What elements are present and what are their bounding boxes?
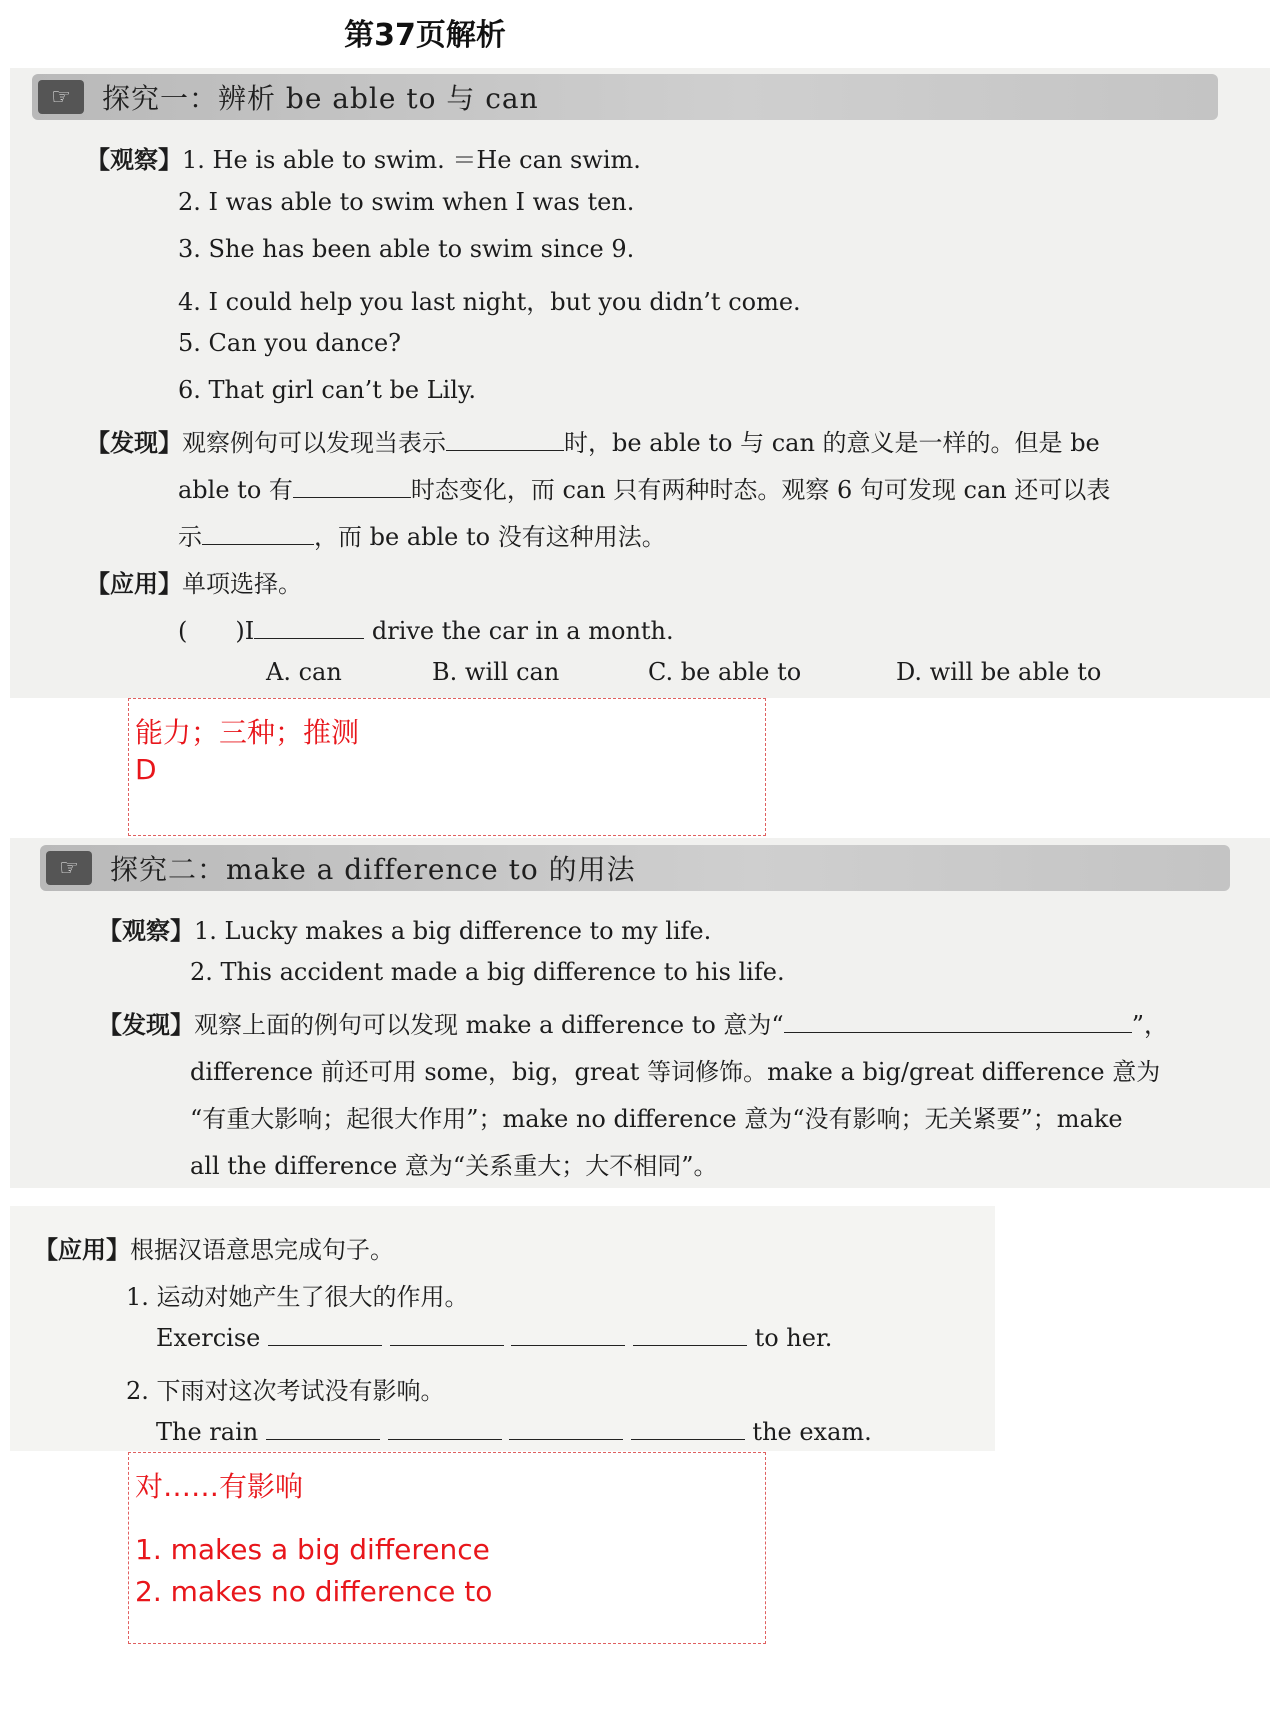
blank (254, 637, 364, 639)
blank (509, 1438, 623, 1440)
question-2-cn: 2. 下雨对这次考试没有影响。 (126, 1377, 445, 1405)
observe-tag: 【观察】 (98, 916, 194, 945)
blank (266, 1438, 380, 1440)
blank (511, 1344, 625, 1346)
observe-line-2: 2. This accident made a big difference to his life. (190, 958, 785, 986)
find-line-2: able to 有 时态变化，而 can 只有两种时态。观察 6 句可发现 can 还可以表 (178, 476, 1111, 504)
section-header-2 (40, 845, 1230, 891)
answer-line-1: 能力；三种；推测 (135, 716, 360, 749)
find-line-4: all the difference 意为“关系重大；大不相同”。 (190, 1152, 718, 1180)
option-d: D. will be able to (896, 658, 1102, 686)
answer-line-2: D (135, 753, 157, 786)
hand-pointing-icon: ☞ (46, 851, 92, 885)
question-1-en: Exercise to her. (156, 1324, 833, 1352)
page-title: 第37页解析 (344, 18, 506, 53)
find-line-3: 示 ，而 be able to 没有这种用法。 (178, 523, 666, 551)
blank (293, 496, 411, 498)
section-title: 探究二：make a difference to 的用法 (110, 853, 636, 886)
find-line-1: 【发现】观察上面的例句可以发现 make a difference to 意为“ ”， (98, 1010, 1168, 1039)
blank (784, 1031, 1132, 1033)
answer-line-2: 1. makes a big difference (135, 1533, 490, 1566)
blank (446, 449, 564, 451)
section-title: 探究一：辨析 be able to 与 can (102, 82, 539, 115)
section-header-1 (32, 74, 1218, 120)
answer-box-1 (128, 698, 766, 836)
question-1-cn: 1. 运动对她产生了很大的作用。 (126, 1283, 469, 1311)
find-tag: 【发现】 (98, 1010, 194, 1039)
observe-line-4: 4. I could help you last night，but you didn’t come. (178, 288, 801, 316)
observe-line-5: 5. Can you dance? (178, 329, 402, 357)
blank (631, 1438, 745, 1440)
blank (388, 1438, 502, 1440)
apply-line: 【应用】单项选择。 (86, 569, 302, 598)
answer-line-1: 对……有影响 (135, 1470, 304, 1503)
observe-line-6: 6. That girl can’t be Lily. (178, 376, 476, 404)
observe-line-1: 【观察】1. Lucky makes a big difference to my life. (98, 916, 712, 945)
find-line-1: 【发现】观察例句可以发现当表示 时，be able to 与 can 的意义是一样的。但是 be (86, 428, 1100, 457)
option-a: A. can (266, 658, 342, 686)
apply-tag: 【应用】 (86, 569, 182, 598)
observe-line-1: 【观察】1. He is able to swim. ＝He can swim. (86, 145, 641, 174)
observe-tag: 【观察】 (86, 145, 182, 174)
option-c: C. be able to (648, 658, 802, 686)
apply-tag: 【应用】 (34, 1235, 130, 1264)
blank (268, 1344, 382, 1346)
question-2-en: The rain the exam. (156, 1418, 872, 1446)
observe-line-2: 2. I was able to swim when I was ten. (178, 188, 635, 216)
apply-line: 【应用】根据汉语意思完成句子。 (34, 1235, 394, 1264)
find-tag: 【发现】 (86, 428, 182, 457)
hand-pointing-icon: ☞ (38, 80, 84, 114)
answer-line-3: 2. makes no difference to (135, 1575, 493, 1608)
find-line-2: difference 前还可用 some，big，great 等词修饰。make a big/great difference 意为 (190, 1058, 1161, 1086)
answer-box-2 (128, 1452, 766, 1644)
blank (390, 1344, 504, 1346)
question-line: ( )I drive the car in a month. (178, 617, 674, 645)
blank (633, 1344, 747, 1346)
option-b: B. will can (432, 658, 560, 686)
observe-line-3: 3. She has been able to swim since 9. (178, 235, 635, 263)
blank (202, 543, 314, 545)
find-line-3: “有重大影响；起很大作用”；make no difference 意为“没有影响；无关紧要”；make (190, 1105, 1123, 1133)
